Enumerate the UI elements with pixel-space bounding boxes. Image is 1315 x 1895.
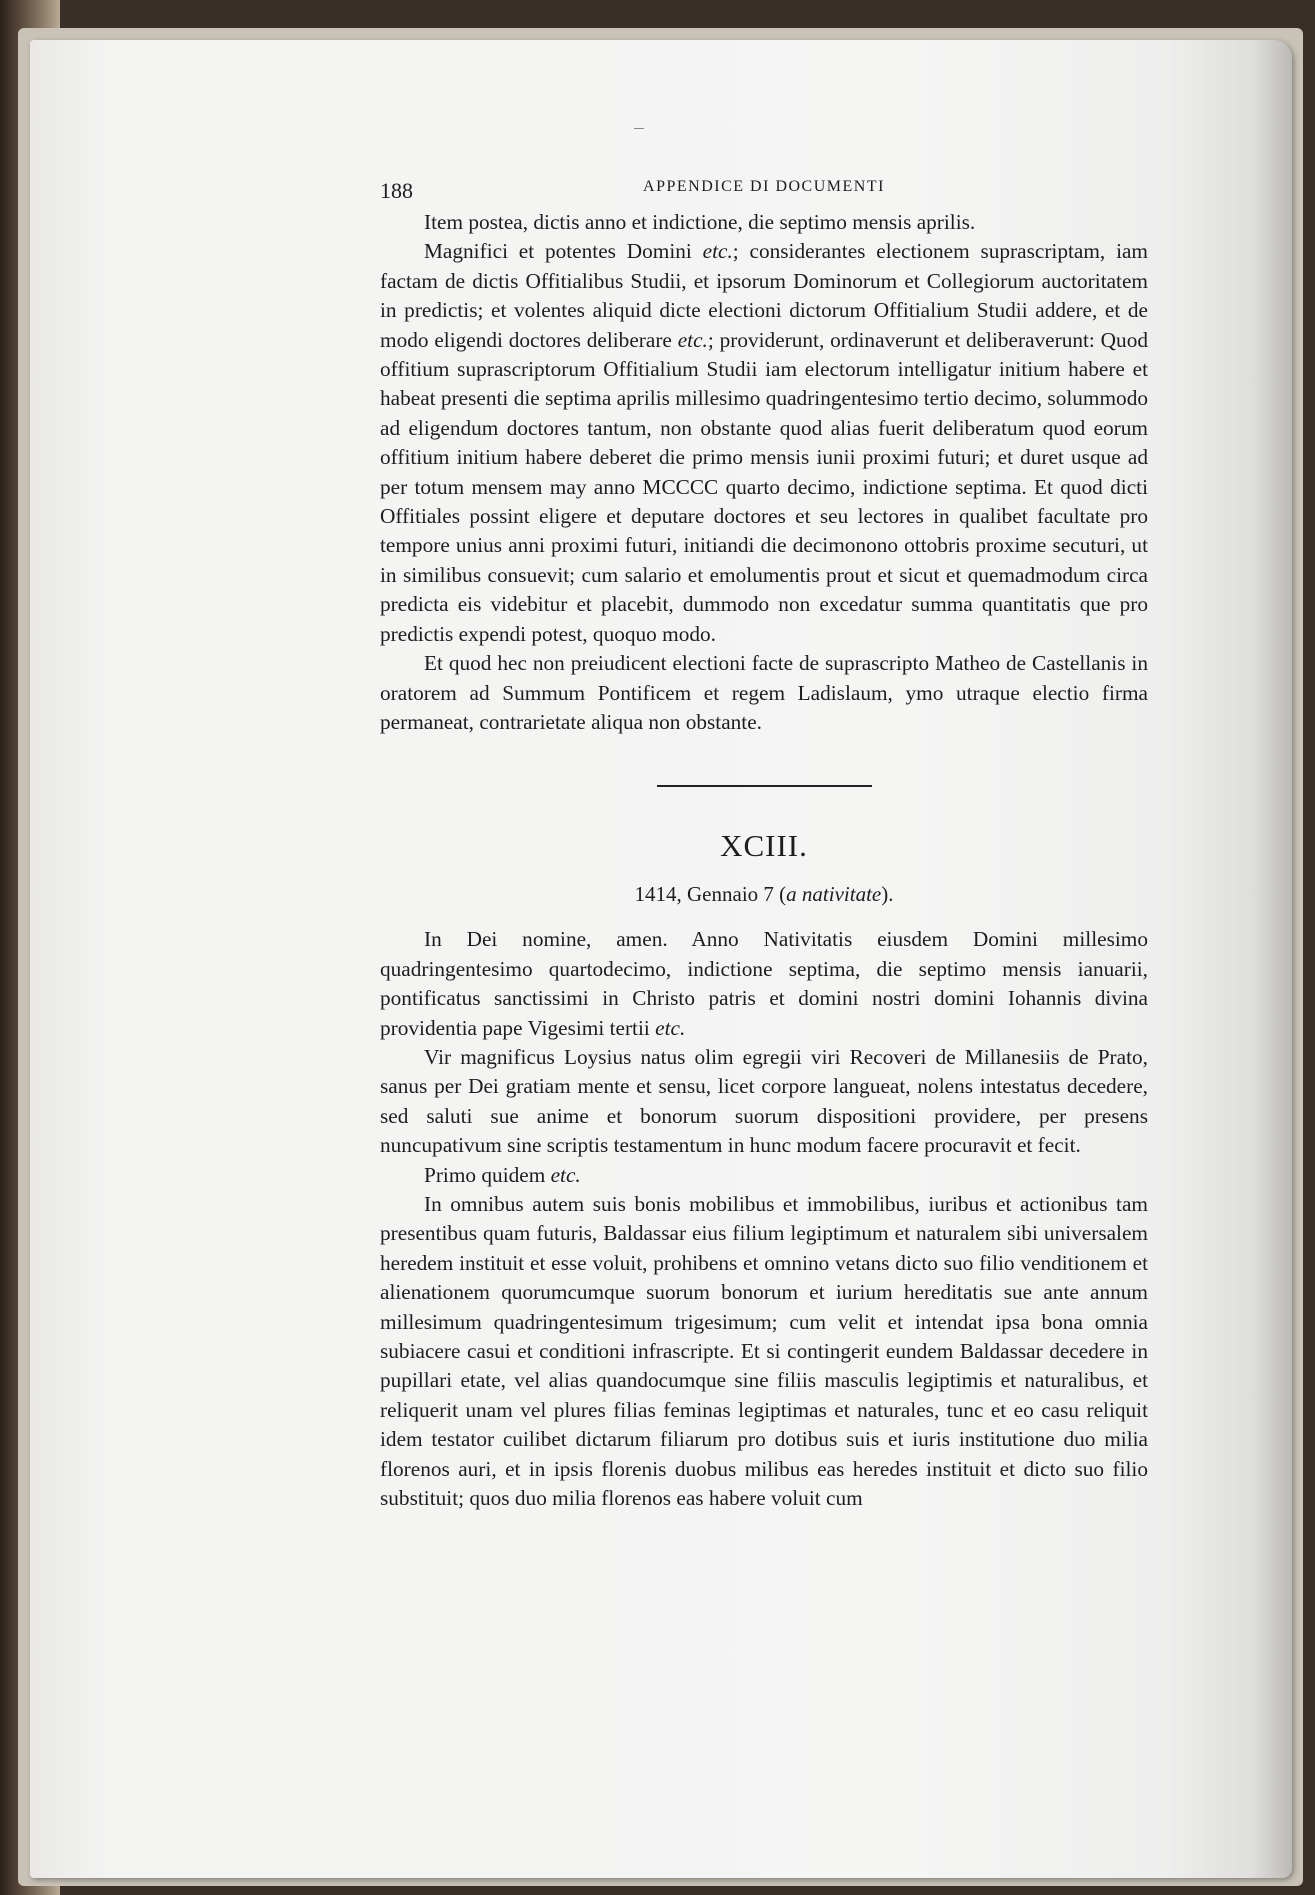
paragraph-primo-quidem <box>380 1161 1148 1190</box>
page-curl-shadow <box>1252 40 1292 1878</box>
paragraph-text: Magnifici et potentes Domini <box>424 239 703 264</box>
paragraph-item-postea <box>380 208 1148 237</box>
paragraph-in-omnibus <box>380 1190 1148 1513</box>
section-divider <box>657 785 872 787</box>
page-number: 188 <box>380 178 413 203</box>
running-head <box>380 174 1148 208</box>
document-number: XCIII. <box>720 828 808 864</box>
paragraph-magnifici <box>380 237 1148 649</box>
paragraph-text: ; providerunt, ordinaverunt et deliberaverunt: Quod offitium suprascriptorum Offitialium Studii iam electorum intelligatur initium habere et habeat presenti die septima aprilis millesimo quadringentesimo tertio decimo, solummodo ad eligendum doctores tantum, non obstante quod alias fuerit deliberatum quod eorum offitium initium habere deberet die primo mensis iunii proximi futuri; et duret usque ad per totum mensem may anno MCCCC quarto decimo, indictione septima. Et quod dicti Offitiales possint eligere et deputare doctores et seu lectores in qualibet facultate pro tempore unius anni proximi futuri, initiandi die decimonono ottobris proxime secuturi, ut in similibus consuevit; cum salario et emolumentis prout et sicut et quemadmodum circa predicta eis videbitur et placebit, dummodo non excedatur summa quantitatis que pro predictis expendi potest, quoquo modo. <box>380 327 1149 646</box>
paragraph-text: Vir magnificus Loysius natus olim egregii viri Recoveri de Millanesiis de Prato, sanus per Dei gratiam mente et sensu, licet corpore langueat, nolens intestatus decedere, sed saluti sue anime et bonorum suorum dispositioni providere, per presens nuncupativum sine scriptis testamentum in hunc modum facere procuravit et fecit. <box>380 1044 1148 1158</box>
etc-abbreviation: etc. <box>655 1015 686 1040</box>
paragraph-text: In Dei nomine, amen. Anno Nativitatis eiusdem Domini millesimo quadringentesimo quartodecimo, indictione septima, die septimo mensis ianuarii, pontificatus sanctissimi in Christo patris et domini nostri domini Iohannis divina providentia pape Vigesimi tertii <box>380 927 1148 1040</box>
paragraph-in-dei-nomine <box>380 925 1148 1043</box>
date-text: 1414, Gennaio 7 ( <box>634 882 787 907</box>
paragraph-text: Primo quidem <box>424 1162 551 1187</box>
paragraph-et-quod-hec <box>380 649 1148 737</box>
etc-abbreviation: etc. <box>702 239 733 264</box>
paragraph-vir-magnificus <box>380 1043 1148 1161</box>
paragraph-text: ; considerantes electionem suprascriptam, iam factam de dictis Offitialibus Studii, et ipsorum Dominorum et Collegiorum auctoritatem in predictis; et volentes aliquid dicte electioni dictorum Offitialium Studii addere, et de modo eligendi doctores deliberare <box>380 239 1148 352</box>
paragraph-text: In omnibus autem suis bonis mobilibus et immobilibus, iuribus et actionibus tam presentibus quam futuris, Baldassar eius filium legiptimum et naturalem sibi universalem heredem instituit et esse voluit, prohibens et omnino vetans dicto suo filio venditionem et alienationem quorumcumque suorum bonorum et iurium hereditatis sue ante annum millesimum quadringentesimum trigesimum; cum velit et intendat ipsa bona omnia subiacere casui et conditioni infrascripte. Et si contingerit eundem Baldassar decedere in pupillari etate, vel alias quandocumque sine filiis masculis legiptimis et naturalibus, et reliquerit unam vel plures filias feminas legiptimas et naturales, tunc et eo casu reliquit idem testator cuilibet dictarum filiarum pro dotibus suis et iuris institutione duo milia florenos auri, et in ipsis florenis duobus milibus eas heredes instituit et dicto suo filio substituit; quos duo milia florenos eas habere voluit cum <box>380 1191 1148 1511</box>
document-date <box>380 879 1148 909</box>
paragraph-text: Item postea, dictis anno et indictione, die septimo mensis aprilis. <box>424 210 976 234</box>
page-text-block <box>380 174 1148 1513</box>
etc-abbreviation: etc. <box>677 327 708 352</box>
paragraph-text: Et quod hec non preiudicent electioni facte de suprascripto Matheo de Castellanis in oratorem ad Summum Pontificem et regem Ladislaum, ymo utraque electio firma permaneat, contrarietate aliqua non obstante. <box>380 651 1148 734</box>
page-mark <box>634 128 644 129</box>
date-italic: a nativitate <box>786 882 882 907</box>
etc-abbreviation: etc. <box>550 1162 581 1187</box>
date-close: ). <box>881 882 894 907</box>
running-title: APPENDICE DI DOCUMENTI <box>643 178 885 195</box>
